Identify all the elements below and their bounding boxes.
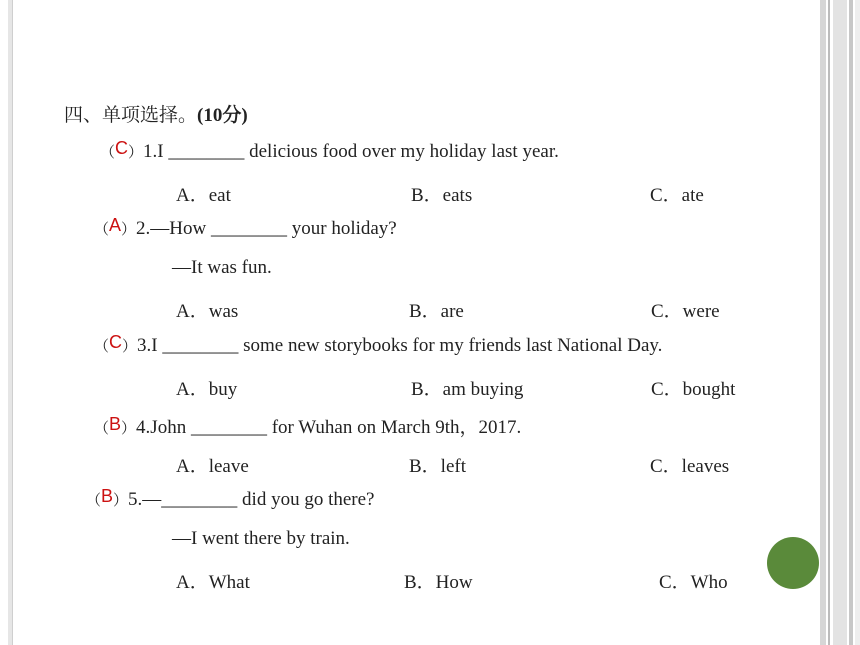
paren-close: ）	[121, 220, 137, 238]
section-heading	[64, 100, 248, 127]
right-border-stripe	[833, 0, 847, 645]
left-border	[8, 0, 13, 645]
question-3	[94, 332, 663, 357]
question-stem: 3.I ________ some new storybooks for my friends last National Day.	[137, 335, 663, 356]
answer-4: B	[109, 414, 122, 434]
paren-open: （	[94, 337, 110, 355]
question-stem: 5.—________ did you go there?	[128, 489, 375, 510]
paren-close: ）	[113, 491, 129, 509]
option-c: C．ate	[650, 185, 704, 206]
option-a: A．eat	[176, 185, 231, 206]
answer-2: A	[109, 215, 122, 235]
right-border-stripe	[820, 0, 826, 645]
paren-close: ）	[122, 337, 138, 355]
paren-open: （	[100, 143, 116, 161]
option-b: B．How	[404, 572, 473, 593]
question-stem: 2.—How ________ your holiday?	[136, 218, 397, 239]
question-stem: 1.I ________ delicious food over my holiday last year.	[143, 141, 559, 162]
option-b: B．are	[409, 301, 464, 322]
paren-open: （	[94, 419, 110, 437]
right-border-stripe	[828, 0, 830, 645]
right-border-stripe	[849, 0, 853, 645]
option-b: B．am buying	[411, 379, 524, 400]
question-2	[94, 215, 397, 240]
option-b: B．left	[409, 456, 466, 477]
question-1	[100, 138, 559, 163]
option-c: C．leaves	[650, 456, 730, 477]
option-a: A．What	[176, 572, 250, 593]
answer-3: C	[109, 332, 123, 352]
section-score: (10分)	[197, 105, 248, 126]
question-5	[86, 486, 375, 511]
question-reply: —It was fun.	[172, 257, 272, 278]
answer-5: B	[101, 486, 114, 506]
option-a: A．buy	[176, 379, 238, 400]
paren-close: ）	[128, 143, 144, 161]
paren-open: （	[94, 220, 110, 238]
answer-1: C	[115, 138, 129, 158]
option-a: A．leave	[176, 456, 249, 477]
question-4	[94, 412, 521, 439]
paren-open: （	[86, 491, 102, 509]
section-title: 四、单项选择。	[64, 104, 198, 126]
option-c: C．bought	[651, 379, 736, 400]
option-b: B．eats	[411, 185, 473, 206]
decorative-circle	[767, 537, 819, 589]
question-stem: 4.John ________ for Wuhan on March 9th，2017.	[136, 417, 522, 438]
paren-close: ）	[121, 419, 137, 437]
option-c: C．were	[651, 301, 720, 322]
option-c: C．Who	[659, 572, 728, 593]
option-a: A．was	[176, 301, 239, 322]
question-reply: —I went there by train.	[172, 528, 350, 549]
right-border-stripe	[855, 0, 860, 645]
